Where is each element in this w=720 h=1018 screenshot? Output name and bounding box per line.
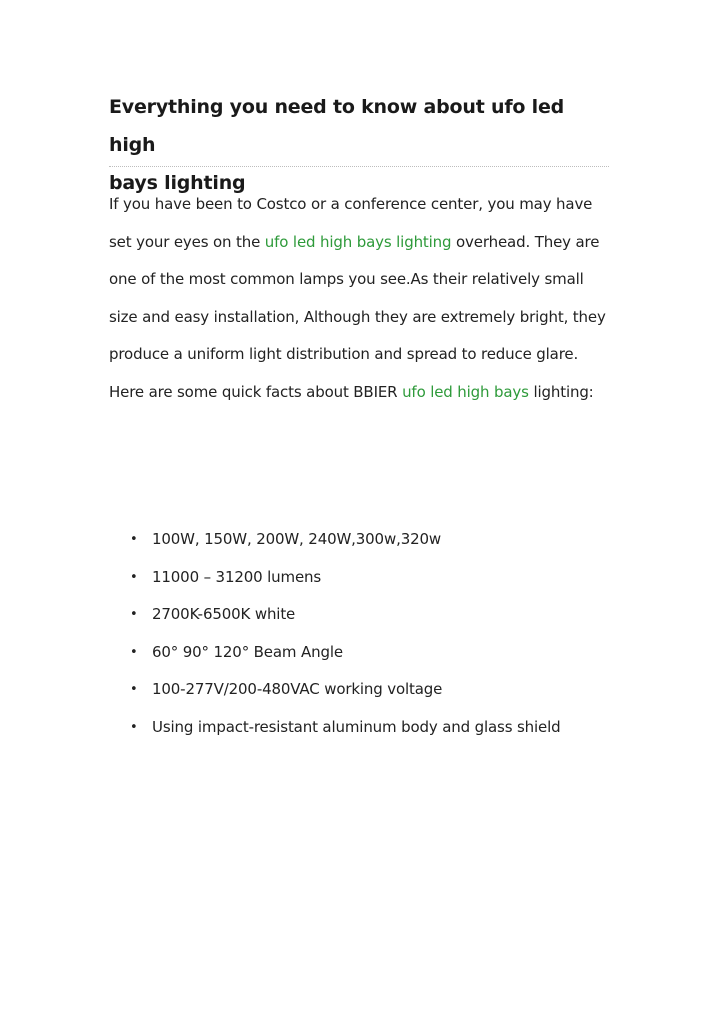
bullet-icon: • bbox=[130, 682, 138, 698]
spec-voltage: 100-277V/200-480VAC working voltage bbox=[152, 680, 443, 699]
list-item bbox=[109, 634, 629, 672]
spec-list bbox=[109, 521, 629, 747]
list-item bbox=[109, 709, 629, 747]
spec-body-material: Using impact-resistant aluminum body and glass shield bbox=[152, 717, 561, 736]
bullet-icon: • bbox=[130, 607, 138, 623]
article-title bbox=[109, 88, 609, 202]
intro-link-ufo-led-high-bays[interactable]: ufo led high bays bbox=[402, 382, 529, 401]
title-divider bbox=[109, 166, 609, 167]
list-item bbox=[109, 521, 629, 559]
bullet-icon: • bbox=[130, 569, 138, 585]
bullet-icon: • bbox=[130, 719, 138, 735]
bullet-icon: • bbox=[130, 644, 138, 660]
article-title-line-2: bays lighting bbox=[109, 172, 246, 194]
intro-text-1: If you have been to Costco or a conference center, you may have set your eyes on the bbox=[109, 195, 593, 251]
spec-lumens: 11000 – 31200 lumens bbox=[152, 567, 322, 586]
list-item bbox=[109, 596, 629, 634]
article-title-block bbox=[109, 88, 609, 202]
bullet-icon: • bbox=[130, 532, 138, 547]
spec-wattage: 100W, 150W, 200W, 240W,300w,320w bbox=[152, 530, 441, 548]
article-title-line-1: Everything you need to know about ufo led high bbox=[109, 96, 565, 156]
intro-text-3: lighting: bbox=[528, 382, 594, 401]
intro-text-2: overhead. They are one of the most common lamps you see.As their relatively small size and easy installation, Although they are extremely bright, they produce a uniform light distribution and spread to reduce glare. Here are some quick facts about BBIER bbox=[109, 232, 606, 401]
intro-link-ufo-led-high-bays-lighting[interactable]: ufo led high bays lighting bbox=[264, 232, 452, 251]
spec-beam-angle: 60° 90° 120° Beam Angle bbox=[152, 642, 343, 661]
intro-paragraph bbox=[109, 186, 614, 412]
spec-color-temperature: 2700K-6500K white bbox=[152, 605, 296, 624]
list-item bbox=[109, 671, 629, 709]
list-item bbox=[109, 559, 629, 597]
